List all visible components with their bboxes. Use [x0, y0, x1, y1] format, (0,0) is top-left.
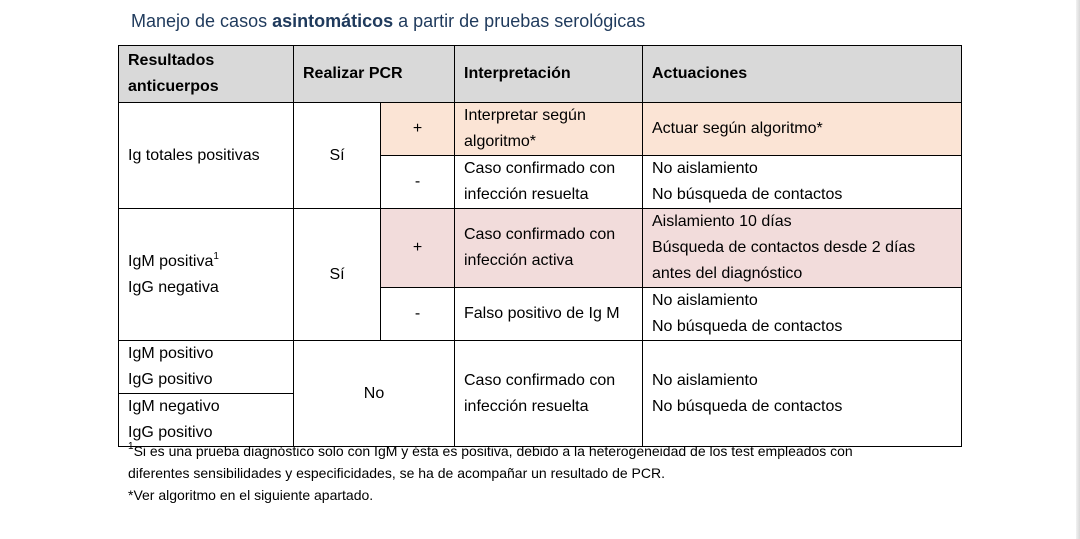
- header-actuaciones: Actuaciones: [643, 46, 962, 103]
- cell-resultado: Ig totales positivas: [119, 103, 294, 209]
- cell-interpretacion: Interpretar según algoritmo*: [455, 103, 643, 156]
- cell-sign: -: [381, 288, 455, 341]
- cell-sign: +: [381, 103, 455, 156]
- table-row: [119, 103, 962, 156]
- cell-sign: +: [381, 209, 455, 288]
- cell-actuaciones: No aislamiento No búsqueda de contactos: [643, 288, 962, 341]
- cell-actuaciones: Aislamiento 10 días Búsqueda de contactos desde 2 días antes del diagnóstico: [643, 209, 962, 288]
- table-row: [119, 209, 962, 288]
- cell-resultado: IgM positiva$^1$ IgG negativa: [119, 209, 294, 341]
- cell-pcr: No: [294, 341, 455, 447]
- footnote-mark: 1: [213, 250, 219, 262]
- title-bold-word: asintomáticos: [272, 11, 394, 31]
- cell-interpretacion: Caso confirmado con infección resuelta: [455, 341, 643, 447]
- header-interpretacion: Interpretación: [455, 46, 643, 103]
- header-resultados: Resultados anticuerpos: [119, 46, 294, 103]
- footnotes: [128, 440, 928, 506]
- cell-actuaciones: Actuar según algoritmo*: [643, 103, 962, 156]
- footnote-1: $^1$Si es una prueba diagnóstico solo con IgM y ésta es positiva, debido a la heterogeneidad de los test empleados con: [128, 441, 853, 459]
- cell-interpretacion: Falso positivo de Ig M: [455, 288, 643, 341]
- cell-sign: -: [381, 156, 455, 209]
- cell-pcr: Sí: [294, 103, 381, 209]
- serology-table: [118, 45, 962, 447]
- cell-resultado: IgM negativo IgG positivo: [119, 394, 294, 447]
- page-edge-shadow: [1076, 0, 1080, 539]
- table-header-row: [119, 46, 962, 103]
- cell-actuaciones: No aislamiento No búsqueda de contactos: [643, 156, 962, 209]
- header-realizar-pcr: Realizar PCR: [294, 46, 455, 103]
- page-title: Manejo de casos asintomáticos a partir de pruebas serológicas: [131, 11, 646, 31]
- cell-pcr: Sí: [294, 209, 381, 341]
- footnote-1-cont: diferentes sensibilidades y especificidades, se ha de acompañar un resultado de PCR.: [128, 465, 665, 481]
- cell-actuaciones: No aislamiento No búsqueda de contactos: [643, 341, 962, 447]
- cell-interpretacion: Caso confirmado con infección activa: [455, 209, 643, 288]
- cell-resultado: IgM positivo IgG positivo: [119, 341, 294, 394]
- cell-interpretacion: Caso confirmado con infección resuelta: [455, 156, 643, 209]
- table-row: [119, 341, 962, 394]
- asterisk-note: *Ver algoritmo en el siguiente apartado.: [128, 487, 374, 503]
